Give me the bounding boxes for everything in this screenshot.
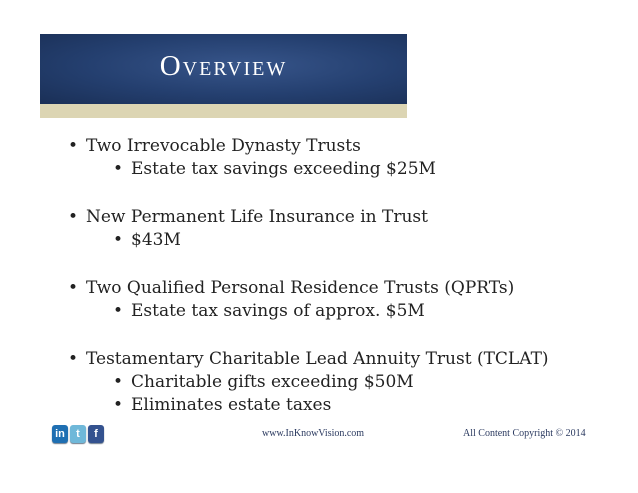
bullet-dot: • bbox=[68, 207, 79, 227]
sub-bullet-item bbox=[113, 158, 606, 181]
sub-bullet-text: Eliminates estate taxes bbox=[131, 395, 332, 415]
bullet-dot: • bbox=[113, 301, 124, 321]
bullet-dot: • bbox=[113, 230, 124, 250]
sub-bullet-text: Estate tax savings of approx. $5M bbox=[131, 301, 425, 321]
sub-bullet-text: $43M bbox=[131, 230, 181, 250]
bullet-item bbox=[68, 277, 606, 300]
bullet-item bbox=[68, 206, 606, 229]
bullet-item bbox=[68, 135, 606, 158]
bullet-list bbox=[68, 135, 606, 417]
sub-bullet-item bbox=[113, 371, 606, 394]
bullet-dot: • bbox=[68, 278, 79, 298]
bullet-text: Two Qualified Personal Residence Trusts (QPRTs) bbox=[86, 278, 515, 298]
facebook-icon[interactable]: f bbox=[88, 425, 104, 443]
bullet-dot: • bbox=[113, 395, 124, 415]
bullet-item bbox=[68, 348, 606, 371]
bullet-text: Testamentary Charitable Lead Annuity Trust (TCLAT) bbox=[86, 349, 549, 369]
bullet-text: New Permanent Life Insurance in Trust bbox=[86, 207, 428, 227]
linkedin-icon[interactable]: in bbox=[52, 425, 68, 443]
sub-bullet-item bbox=[113, 394, 606, 417]
sub-bullet-text: Charitable gifts exceeding $50M bbox=[131, 372, 414, 392]
bullet-dot: • bbox=[68, 136, 79, 156]
bullet-dot: • bbox=[113, 159, 124, 179]
bullet-dot: • bbox=[68, 349, 79, 369]
twitter-icon[interactable]: t bbox=[70, 425, 86, 443]
bullet-dot: • bbox=[113, 372, 124, 392]
title-accent-strip bbox=[40, 104, 407, 118]
sub-bullet-item bbox=[113, 229, 606, 252]
footer-copyright: All Content Copyright © 2014 bbox=[463, 428, 586, 439]
footer-url[interactable]: www.InKnowVision.com bbox=[262, 428, 365, 439]
sub-bullet-text: Estate tax savings exceeding $25M bbox=[131, 159, 436, 179]
slide-title: Overview bbox=[159, 50, 288, 82]
title-banner bbox=[40, 34, 407, 104]
sub-bullet-item bbox=[113, 300, 606, 323]
social-icons bbox=[52, 425, 104, 443]
bullet-text: Two Irrevocable Dynasty Trusts bbox=[86, 136, 361, 156]
